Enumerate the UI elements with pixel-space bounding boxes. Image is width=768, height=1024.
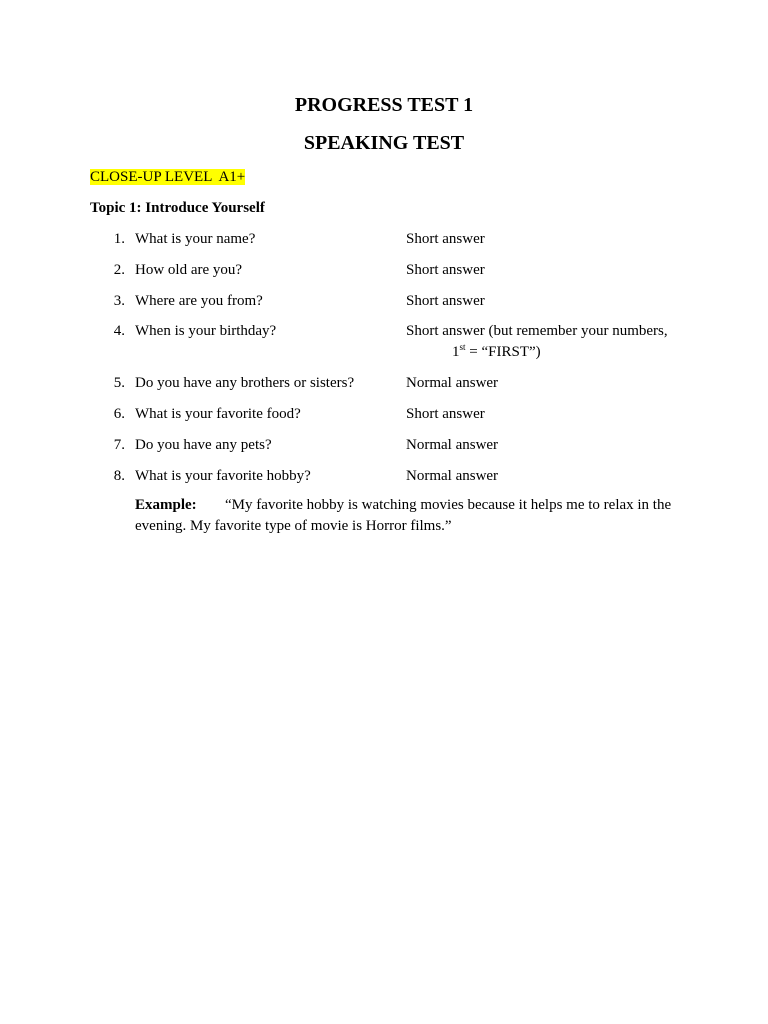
question-text: What is your favorite hobby? [135,468,311,484]
question-text: When is your birthday? [135,323,277,339]
answer-type: Short answer [406,262,485,278]
answer-type: Short answer [406,293,485,309]
question-text: Where are you from? [135,293,263,309]
example-block [135,495,695,537]
question-number: 8. [113,468,125,484]
page-title: PROGRESS TEST 1 [294,94,474,116]
question-text: How old are you? [135,262,243,278]
answer-type: Short answer [406,231,485,247]
question-number: 2. [113,262,125,278]
page-subtitle: SPEAKING TEST [303,132,465,154]
ordinal-suffix: st [459,342,466,352]
question-number: 7. [113,437,125,453]
level-label [90,167,245,187]
question-number: 5. [113,375,125,391]
question-number: 6. [113,406,125,422]
example-text: “My favorite hobby is watching movies because it helps me to relax in the evening. My favorite type of movie is Horror films.” [135,497,672,534]
answer-type-line-1: Short answer (but remember your numbers, [406,323,668,339]
question-text: Do you have any pets? [135,437,272,453]
question-number: 1. [113,231,125,247]
question-text: Do you have any brothers or sisters? [135,375,355,391]
example-label: Example: [135,497,197,513]
answer-type: Normal answer [406,375,499,391]
answer-type: Normal answer [406,468,499,484]
ordinal-number: 1 [452,344,460,360]
ordinal-word: = “FIRST”) [465,344,541,360]
topic-heading: Topic 1: Introduce Yourself [90,200,265,216]
question-text: What is your favorite food? [135,406,301,422]
question-text: What is your name? [135,231,256,247]
question-number: 3. [113,293,125,309]
level-highlight: CLOSE-UP LEVEL A1+ [90,169,246,185]
answer-type-line-2 [406,342,696,363]
answer-type: Short answer [406,406,485,422]
answer-type [406,321,696,363]
question-number: 4. [113,323,125,339]
answer-type: Normal answer [406,437,499,453]
